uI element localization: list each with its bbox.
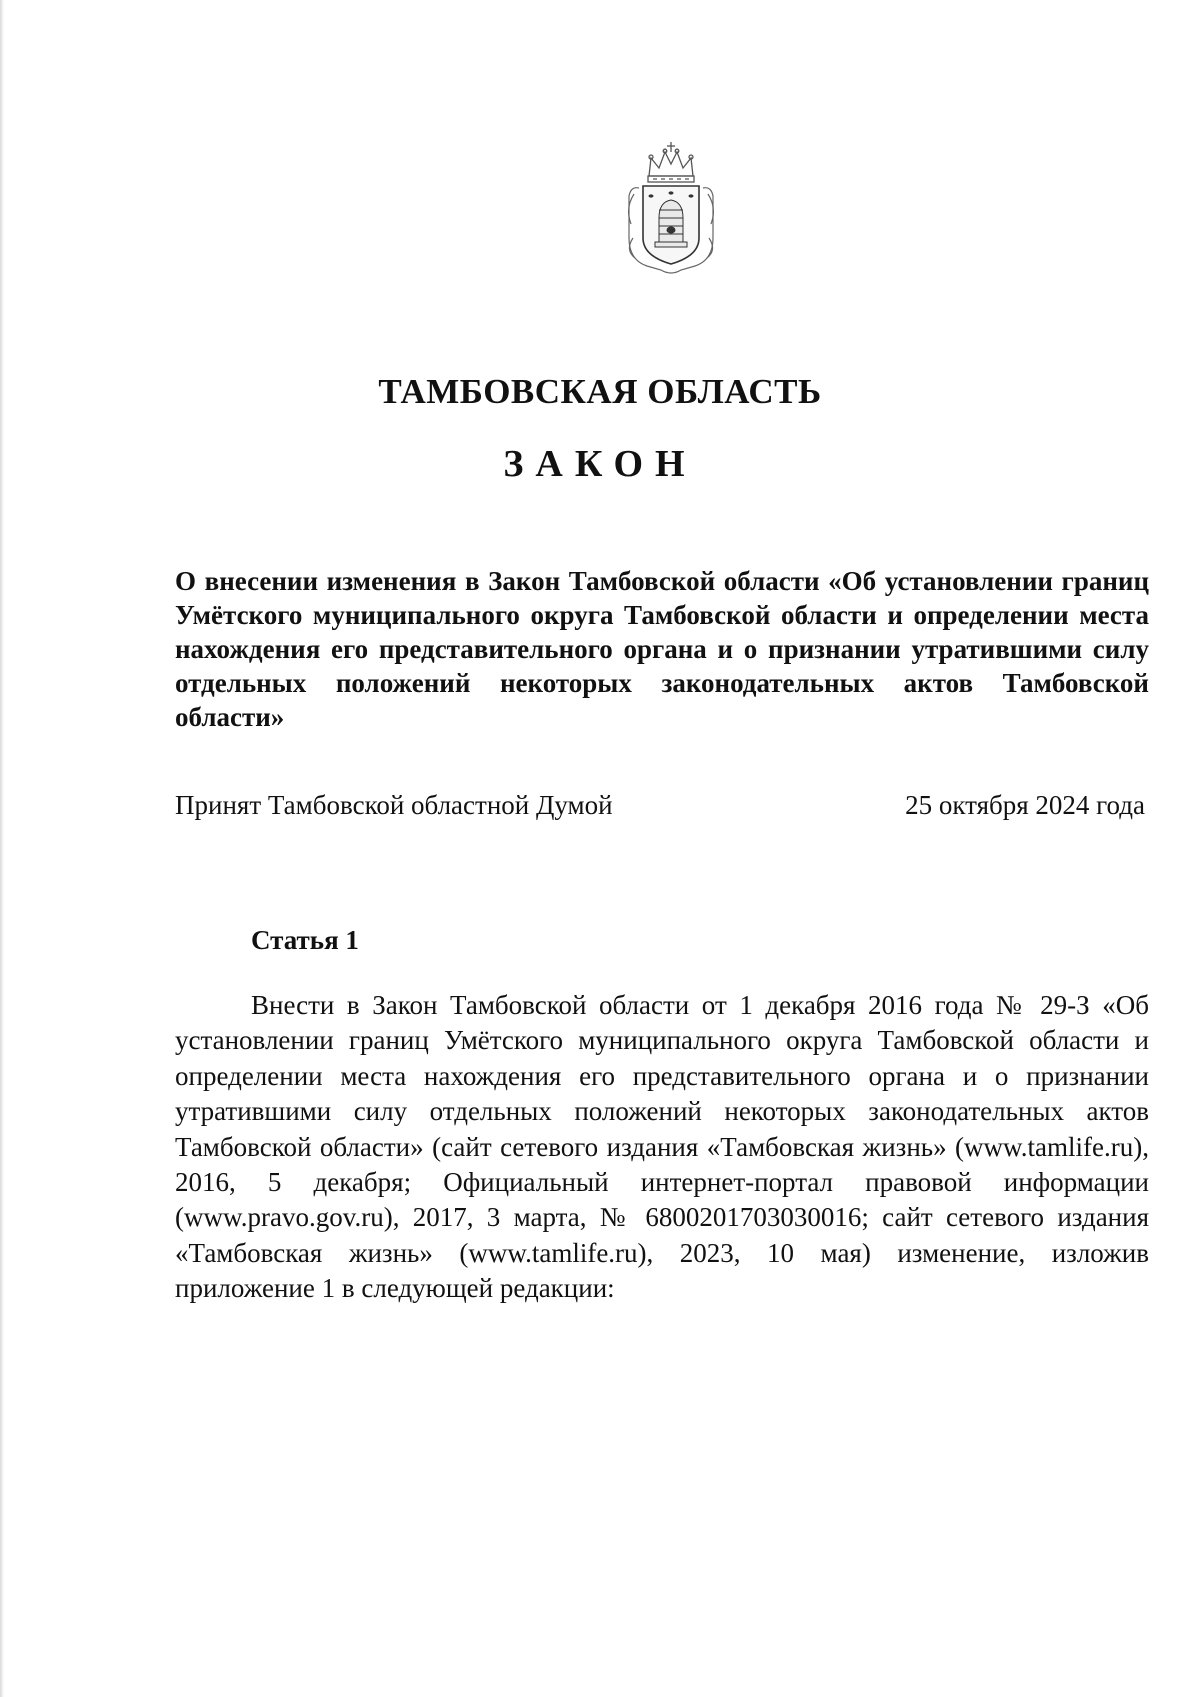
coat-of-arms-icon: [621, 138, 721, 278]
law-title: О внесении изменения в Закон Тамбовской области «Об установлении границ Умётского муниципального округа Тамбовской области и определении места нахождения его представительного органа и о признании утратившими силу отдельных положений некоторых законодательных актов Тамбовской области»: [175, 566, 1149, 732]
region-title: ТАМБОВСКАЯ ОБЛАСТЬ: [378, 372, 822, 411]
article-title: Статья 1: [251, 925, 359, 955]
adoption-line: [175, 790, 1145, 826]
document-type: ЗАКОН: [503, 443, 697, 485]
article-paragraph: Внести в Закон Тамбовской области от 1 декабря 2016 года № 29-З «Об установлении границ Умётского муниципального округа Тамбовской области и определении места нахождения его представительного органа и о признании утратившими силу отдельных положений некоторых законодательных актов Тамбовской области» (сайт сетевого издания «Тамбовская жизнь» (www.tamlife.ru), 2016, 5 декабря; Официальный интернет-портал правовой информации (www.pravo.gov.ru), 2017, 3 марта, № 6800201703030016; сайт сетевого издания «Тамбовская жизнь» (www.tamlife.ru), 2023, 10 мая) изменение, изложив приложение 1 в следующей редакции:: [175, 990, 1149, 1304]
scan-edge: [0, 0, 4, 1697]
adopted-by: Принят Тамбовской областной Думой: [175, 790, 613, 820]
adoption-date: 25 октября 2024 года: [905, 790, 1145, 820]
